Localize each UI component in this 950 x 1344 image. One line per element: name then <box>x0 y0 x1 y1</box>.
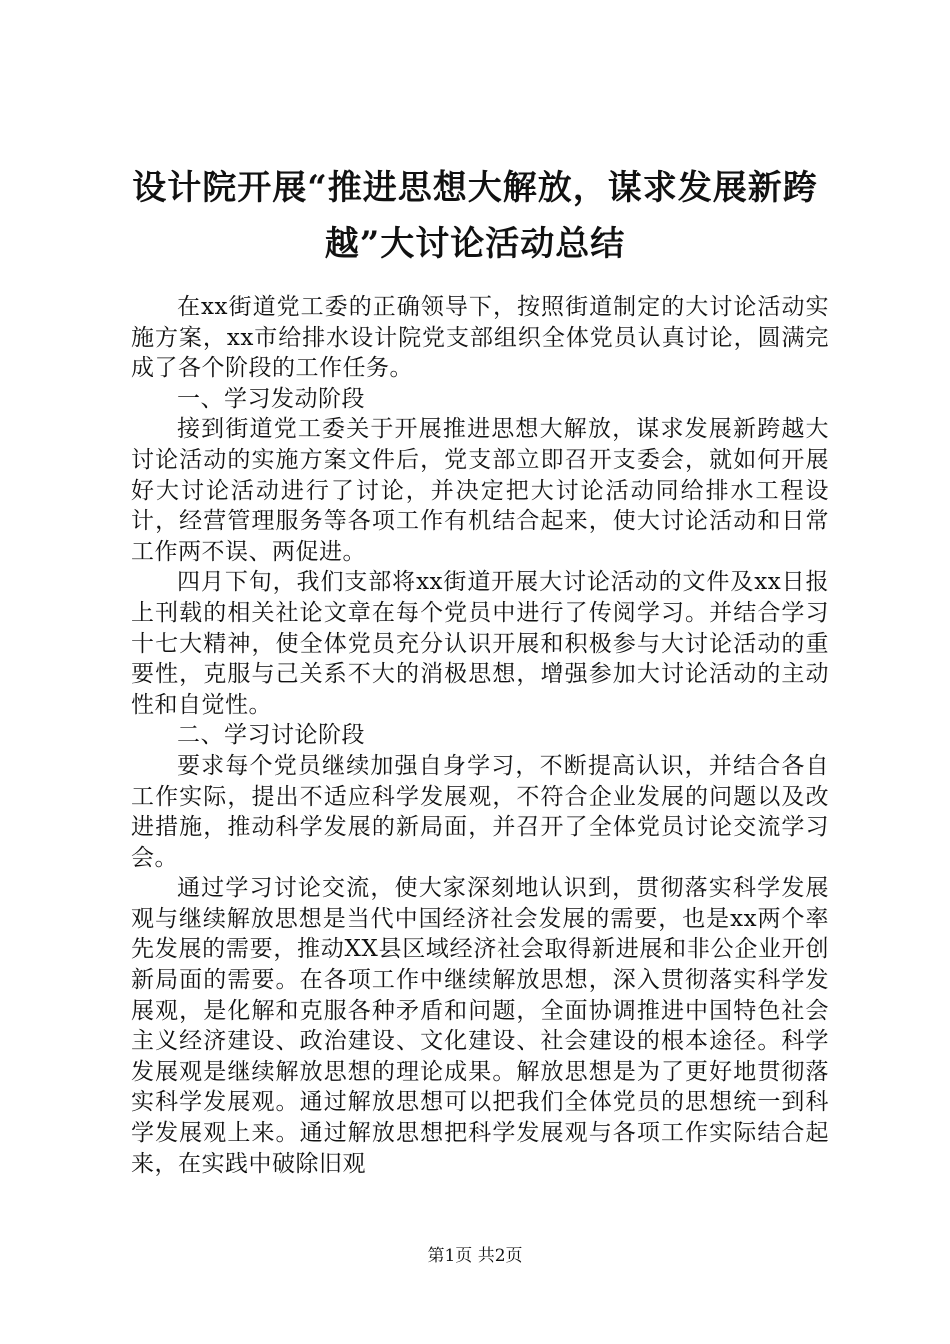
section-heading-2: 二、学习讨论阶段 <box>177 722 365 749</box>
section-heading-1: 一、学习发动阶段 <box>177 385 365 412</box>
document-body <box>131 292 829 1179</box>
paragraph: 四月下旬，我们支部将xx街道开展大讨论活动的文件及xx日报上刊载的相关社论文章在每个党员中进行了传阅学习。并结合学习十七大精神，使全体党员充分认识开展和积极参与大讨论活动的重要性，克服与己关系不大的消极思想，增强参加大讨论活动的主动性和自觉性。 <box>131 569 829 718</box>
document-title: 设计院开展“推进思想大解放，谋求发展新跨越”大讨论活动总结 <box>132 168 818 264</box>
page-footer: 第1页 共2页 <box>427 1246 523 1266</box>
paragraph: 通过学习讨论交流，使大家深刻地认识到，贯彻落实科学发展观与继续解放思想是当代中国经济社会发展的需要，也是xx两个率先发展的需要，推动XX县区域经济社会取得新进展和非公企业开创新局面的需要。在各项工作中继续解放思想，深入贯彻落实科学发展观，是化解和克服各种矛盾和问题，全面协调推进中国特色社会主义经济建设、政治建设、文化建设、社会建设的根本途径。科学发展观是继续解放思想的理论成果。解放思想是为了更好地贯彻落实科学发展观。通过解放思想可以把我们全体党员的思想统一到科学发展观上来。通过解放思想把科学发展观与各项工作实际结合起来，在实践中破除旧观 <box>131 875 829 1177</box>
paragraph: 接到街道党工委关于开展推进思想大解放，谋求发展新跨越大讨论活动的实施方案文件后，党支部立即召开支委会，就如何开展好大讨论活动进行了讨论，并决定把大讨论活动同给排水工程设计，经营管理服务等各项工作有机结合起来，使大讨论活动和日常工作两不误、两促进。 <box>131 416 829 565</box>
paragraph: 要求每个党员继续加强自身学习，不断提高认识，并结合各自工作实际，提出不适应科学发展观，不符合企业发展的问题以及改进措施，推动科学发展的新局面，并召开了全体党员讨论交流学习会。 <box>131 752 829 871</box>
paragraph-intro: 在xx街道党工委的正确领导下，按照街道制定的大讨论活动实施方案，xx市给排水设计院党支部组织全体党员认真讨论，圆满完成了各个阶段的工作任务。 <box>131 294 829 382</box>
